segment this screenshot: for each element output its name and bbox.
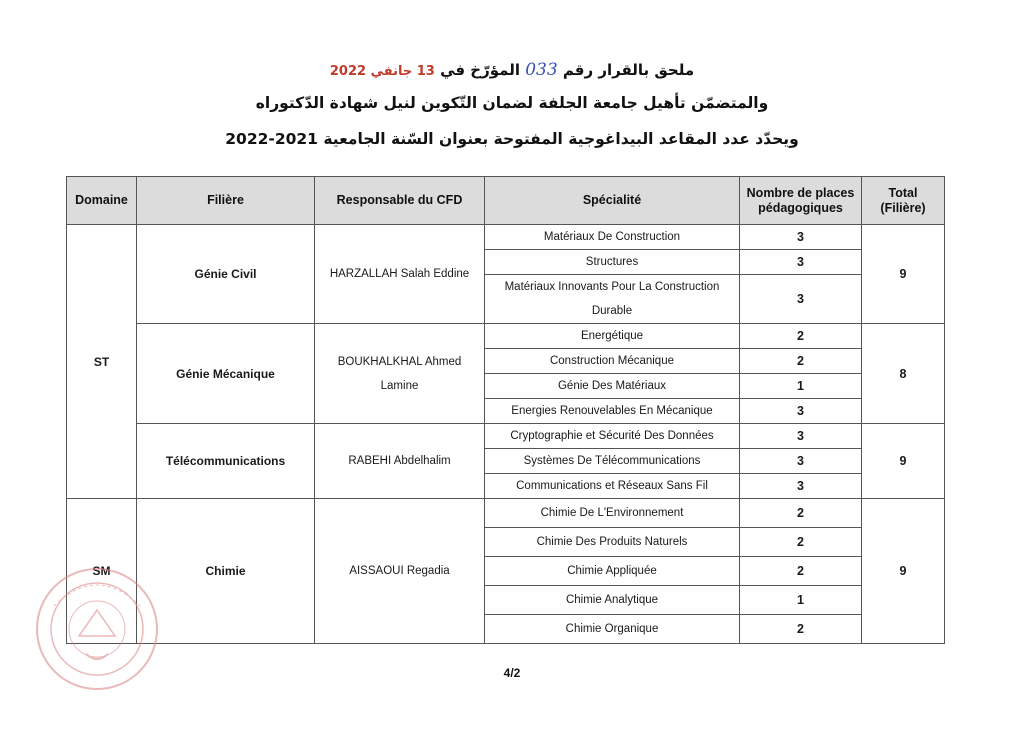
responsable-cell: RABEHI Abdelhalim (315, 424, 485, 499)
specialite-cell: Chimie Appliquée (485, 557, 740, 586)
table-row (67, 424, 945, 449)
places-cell: 1 (740, 374, 862, 399)
places-cell: 2 (740, 557, 862, 586)
col-header-specialite: Spécialité (485, 177, 740, 225)
places-cell: 3 (740, 275, 862, 324)
header-line-3: ويحدّد عدد المقاعد البيداغوجية المفتوحة بعنوان السّنة الجامعية 2021-2022 (225, 130, 799, 148)
responsable-cell: AISSAOUI Regadia (315, 499, 485, 644)
specialite-cell: Chimie De L'Environnement (485, 499, 740, 528)
responsable-cell: HARZALLAH Salah Eddine (315, 225, 485, 324)
decree-date: 13 جانفي 2022 (329, 64, 435, 79)
header-line-1 (0, 60, 1024, 80)
col-header-total: Total (Filière) (862, 177, 945, 225)
filiere-cell: Génie Mécanique (137, 324, 315, 424)
specialite-cell: Matériaux De Construction (485, 225, 740, 250)
places-cell: 2 (740, 349, 862, 374)
domain-cell: ST (67, 225, 137, 499)
total-cell: 9 (862, 225, 945, 324)
specialite-cell: Génie Des Matériaux (485, 374, 740, 399)
filiere-cell: Génie Civil (137, 225, 315, 324)
header-line1-mid: المؤرّخ في (440, 61, 520, 79)
header-line-2: والمتضمّن تأهيل جامعة الجلفة لضمان التّكوين لنيل شهادة الدّكتوراه (255, 94, 769, 112)
header-line1-prefix: ملحق بالقرار رقم (562, 61, 695, 79)
specialite-cell: Communications et Réseaux Sans Fil (485, 474, 740, 499)
places-cell: 3 (740, 250, 862, 275)
places-cell: 2 (740, 615, 862, 644)
places-cell: 2 (740, 528, 862, 557)
specialite-cell: Chimie Organique (485, 615, 740, 644)
specialite-cell: Cryptographie et Sécurité Des Données (485, 424, 740, 449)
domain-cell: SM (67, 499, 137, 644)
places-cell: 1 (740, 586, 862, 615)
specialite-cell: Energies Renouvelables En Mécanique (485, 399, 740, 424)
places-cell: 3 (740, 449, 862, 474)
specialite-cell: Energétique (485, 324, 740, 349)
total-cell: 9 (862, 424, 945, 499)
places-cell: 3 (740, 225, 862, 250)
specialite-cell: Systèmes De Télécommunications (485, 449, 740, 474)
places-table (66, 176, 945, 644)
specialite-cell: Chimie Des Produits Naturels (485, 528, 740, 557)
responsable-cell: BOUKHALKHAL Ahmed Lamine (315, 324, 485, 424)
places-cell: 2 (740, 324, 862, 349)
table-row (67, 499, 945, 528)
total-cell: 8 (862, 324, 945, 424)
page-number: 4/2 (503, 666, 521, 680)
places-cell: 3 (740, 474, 862, 499)
col-header-domaine: Domaine (67, 177, 137, 225)
specialite-cell: Construction Mécanique (485, 349, 740, 374)
filiere-cell: Télécommunications (137, 424, 315, 499)
places-cell: 3 (740, 399, 862, 424)
places-cell: 3 (740, 424, 862, 449)
filiere-cell: Chimie (137, 499, 315, 644)
table-row (67, 324, 945, 349)
places-cell: 2 (740, 499, 862, 528)
col-header-places: Nombre de places pédagogiques (740, 177, 862, 225)
col-header-responsable: Responsable du CFD (315, 177, 485, 225)
col-header-filiere: Filière (137, 177, 315, 225)
table-header-row (67, 177, 945, 225)
specialite-cell: Matériaux Innovants Pour La Construction Durable (485, 275, 740, 324)
specialite-cell: Chimie Analytique (485, 586, 740, 615)
total-cell: 9 (862, 499, 945, 644)
specialite-cell: Structures (485, 250, 740, 275)
decree-number: 033 (525, 60, 558, 80)
table-row (67, 225, 945, 250)
